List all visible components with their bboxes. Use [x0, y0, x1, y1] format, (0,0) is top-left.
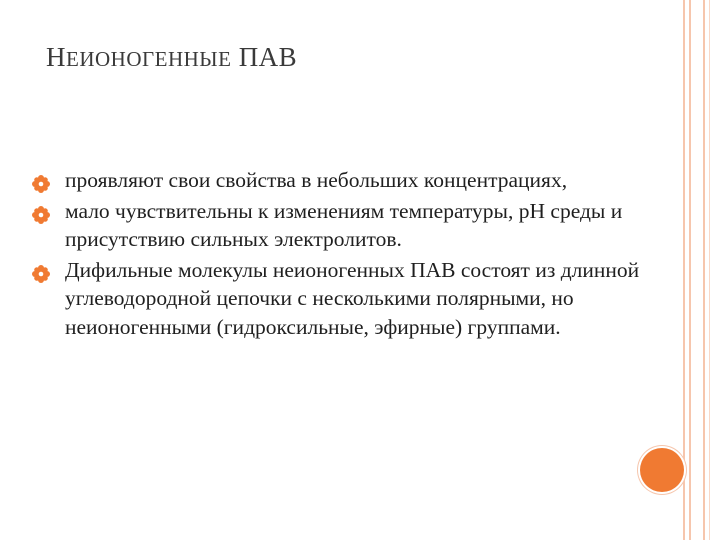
bullet-item — [32, 166, 652, 195]
flower-gear-icon — [32, 262, 50, 280]
decor-line — [703, 0, 705, 540]
orange-circle-decoration — [640, 448, 684, 492]
title-first-letter: Н — [46, 42, 66, 72]
decor-line — [709, 0, 710, 540]
bullet-text: Дифильные молекулы неионогенных ПАВ состоят из длинной углеводородной цепочки с несколькими полярными, но неионогенными (гидроксильные, эфирные) группами. — [65, 257, 640, 339]
flower-gear-icon — [32, 203, 50, 221]
bullet-item — [32, 197, 652, 254]
bullet-item — [32, 256, 652, 342]
flower-gear-icon — [32, 172, 50, 190]
bullet-text: проявляют свои свойства в небольших концентрациях, — [65, 168, 568, 192]
bullet-list — [32, 166, 652, 341]
slide-title — [46, 42, 297, 73]
title-suffix: ПАВ — [238, 42, 298, 72]
bullet-text: мало чувствительны к изменениям температуры, рН среды и присутствию сильных электролитов. — [65, 198, 623, 251]
decor-line — [683, 0, 685, 540]
title-rest: ЕИОНОГЕННЫЕ — [66, 47, 232, 71]
decor-line — [689, 0, 691, 540]
